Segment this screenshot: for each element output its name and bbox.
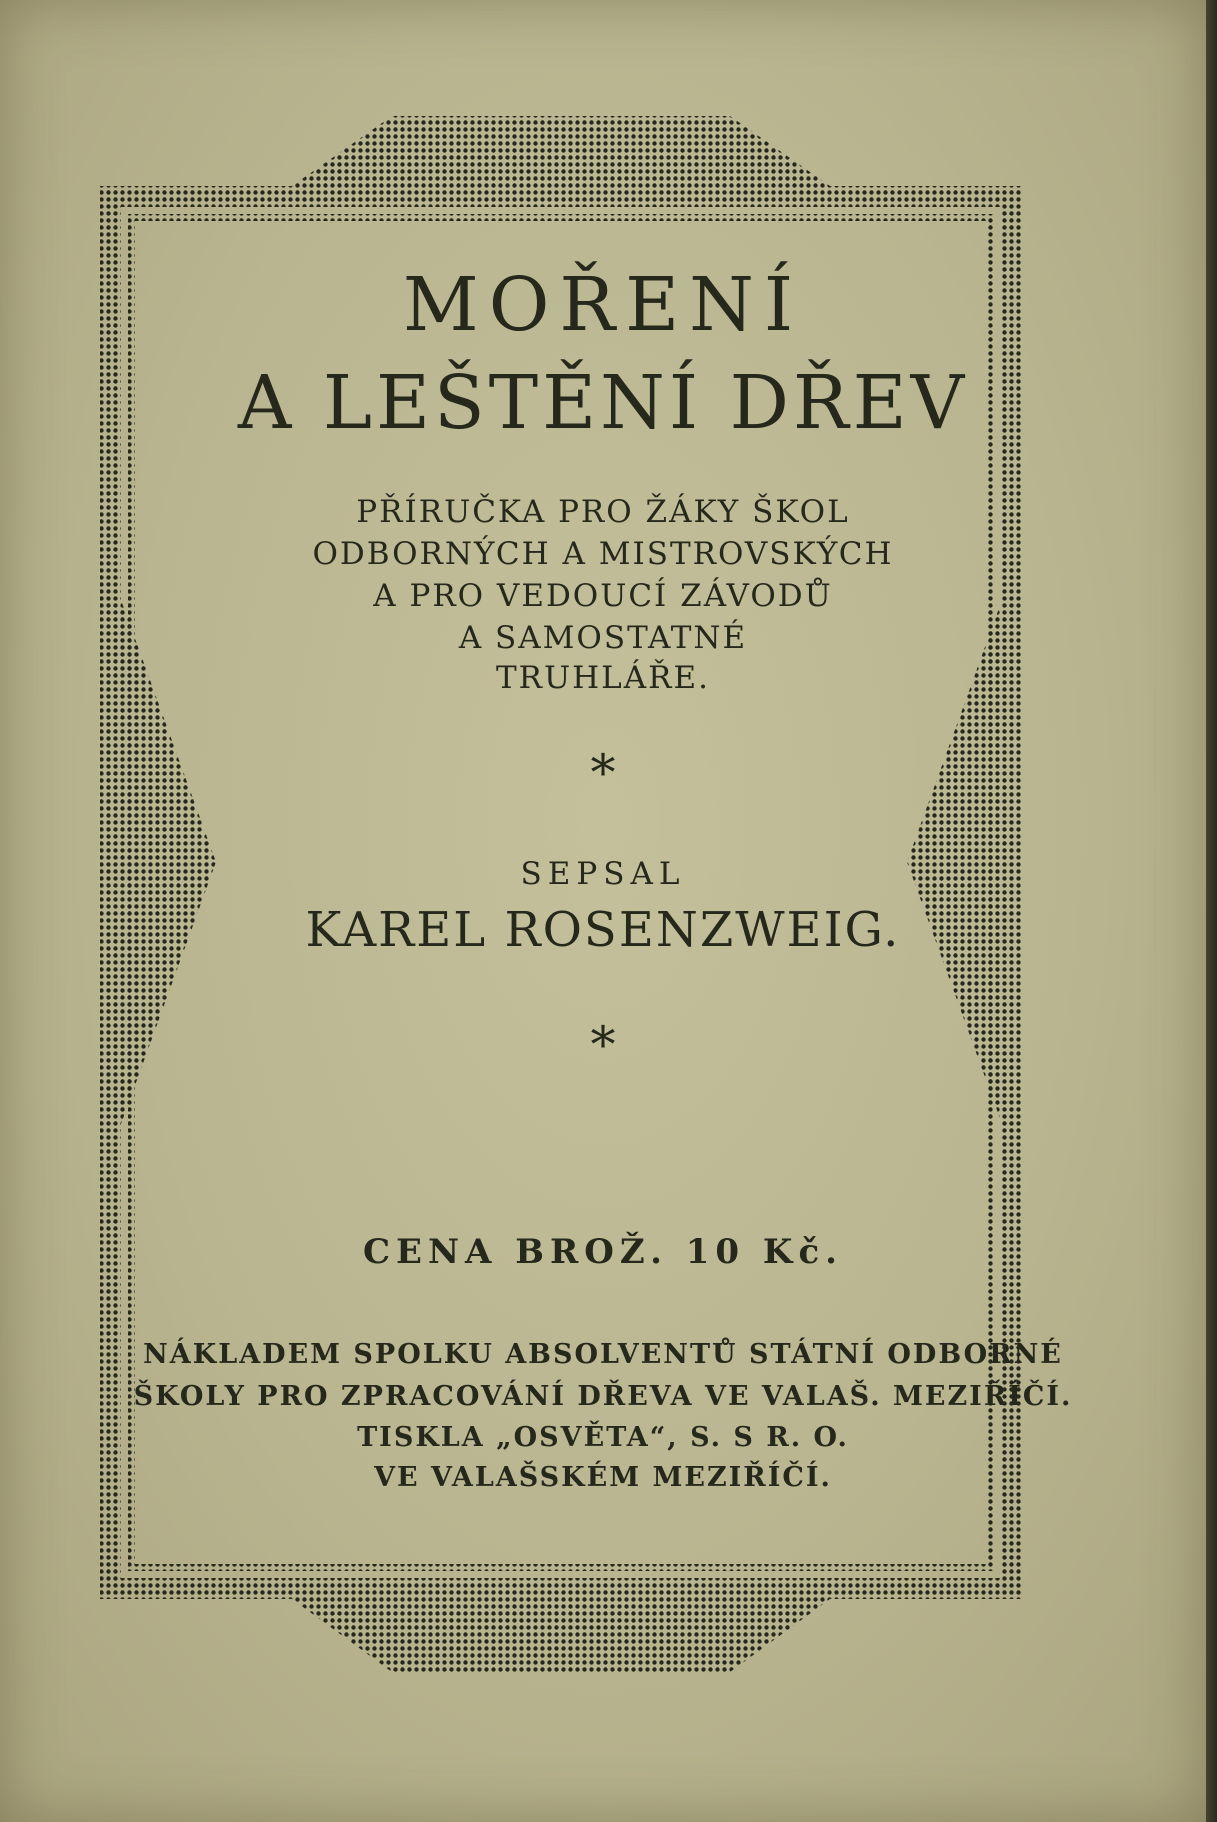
subtitle-line-2: ODBORNÝCH A MISTROVSKÝCH <box>312 536 894 572</box>
subtitle-line-5: TRUHLÁŘE. <box>496 660 710 696</box>
publisher-line-1: NÁKLADEM SPOLKU ABSOLVENTŮ STÁTNÍ ODBORNÉ <box>143 1339 1063 1370</box>
author-name: KAREL ROSENZWEIG. <box>305 902 901 958</box>
page-edge-shadow <box>1206 0 1217 1822</box>
ornament-top <box>292 116 830 186</box>
subtitle-line-4: A SAMOSTATNÉ <box>458 620 748 656</box>
price-label: CENA BROŽ. 10 Kč. <box>362 1232 844 1272</box>
subtitle-line-1: PŘÍRUČKA PRO ŽÁKY ŠKOL <box>356 494 850 530</box>
subtitle-line-3: A PRO VEDOUCÍ ZÁVODŮ <box>373 578 833 614</box>
title-line-2: A LEŠTĚNÍ DŘEV <box>237 360 969 446</box>
publisher-line-2: ŠKOLY PRO ZPRACOVÁNÍ DŘEVA VE VALAŠ. MEZIŘÍČÍ. <box>133 1381 1073 1412</box>
publisher-line-4: VE VALAŠSKÉM MEZIŘÍČÍ. <box>374 1462 832 1493</box>
publisher-line-3: TISKLA „OSVĚTA“, S. S R. O. <box>357 1422 849 1453</box>
title-line-1: MOŘENÍ <box>402 262 804 348</box>
star-ornament-icon: * <box>590 744 616 802</box>
star-ornament-icon: * <box>590 1016 616 1074</box>
ornament-bottom <box>292 1599 830 1672</box>
author-label: SEPSAL <box>520 856 686 892</box>
